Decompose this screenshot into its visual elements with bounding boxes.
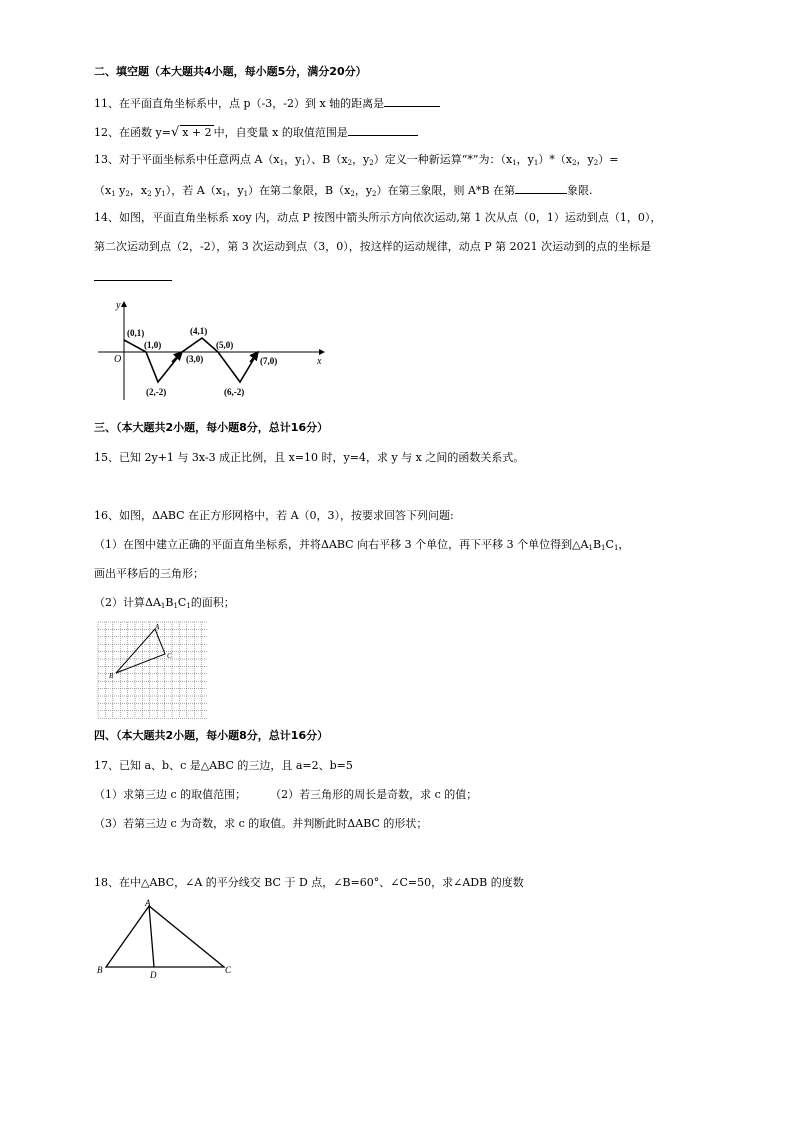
- q17-part2: （2）若三角形的周长是奇数，求 c 的值；: [270, 788, 478, 801]
- sub: 1: [601, 544, 606, 552]
- q11-answer-blank[interactable]: [384, 95, 440, 107]
- question-16-part2: [94, 596, 235, 610]
- sub: 1: [161, 190, 166, 198]
- question-13-line2: [94, 182, 593, 198]
- y-axis-label: y: [116, 300, 121, 311]
- q17-part1: （1）求第三边 c 的取值范围；: [94, 788, 247, 801]
- question-14-line2: 第二次运动到点（2，-2），第 3 次运动到点（3，0），按这样的运动规律，动点 P 第 2021 次运动到的点的坐标是: [94, 240, 652, 253]
- sub: 1: [173, 602, 178, 610]
- q12-pre: 12、在函数 y=: [94, 126, 171, 139]
- q13-text: y: [151, 184, 162, 197]
- sub: 1: [111, 190, 116, 198]
- question-17-intro: 17、已知 a、b、c 是△ABC 的三边，且 a=2、b=5: [94, 759, 353, 772]
- q13-text: ）在第二象限，B（x: [248, 184, 351, 197]
- sub: 1: [243, 190, 249, 198]
- q11-text: 11、在平面直角坐标系中，点 p（-3，-2）到 x 轴的距离是: [94, 97, 385, 110]
- section3-heading: 三、（本大题共2小题，每小题8分，总计16分）: [94, 421, 329, 434]
- q13-text: （x: [554, 153, 573, 166]
- q16-text: ，: [618, 538, 630, 551]
- q16-text: B: [592, 538, 602, 551]
- origin-label: O: [114, 354, 122, 365]
- q13-text: ）在第三象限，则 A*B 在第: [376, 184, 516, 197]
- point-label: (0,1): [127, 328, 145, 338]
- point-label: (7,0): [260, 356, 278, 366]
- q13-text: ，y: [284, 153, 302, 166]
- question-11: [94, 95, 440, 111]
- q12-radicand: x + 2: [182, 126, 212, 139]
- question-15: 15、已知 2y+1 与 3x-3 成正比例，且 x=10 时，y=4，求 y 与 x 之间的函数关系式。: [94, 451, 525, 464]
- section4-heading: 四、（本大题共2小题，每小题8分，总计16分）: [94, 729, 329, 742]
- sub: 2: [350, 190, 355, 198]
- sub: 1: [512, 159, 517, 167]
- q16-text: B: [165, 596, 174, 609]
- vertex-label-d: D: [150, 970, 157, 980]
- q13-text: ，y: [226, 184, 244, 197]
- sub: 2: [125, 190, 130, 198]
- q13-text: （x: [94, 184, 112, 197]
- sub: 2: [369, 159, 374, 167]
- sub: 2: [347, 159, 353, 167]
- question-16-intro: 16、如图，ΔABC 在正方形网格中，若 A（0，3），按要求回答下列问题:: [94, 509, 454, 522]
- question-13-line1: [94, 153, 618, 167]
- question-16-part1-line2: 画出平移后的三角形；: [94, 567, 204, 580]
- q13-text: ，y: [354, 184, 373, 197]
- vertex-label-a: A: [155, 623, 160, 631]
- q16-text: C: [177, 596, 187, 609]
- q13-text: ）=: [598, 153, 619, 166]
- vertex-label-c: C: [167, 652, 172, 660]
- sub: 2: [372, 190, 377, 198]
- q13-text: 象限.: [567, 184, 593, 197]
- point-label: (4,1): [190, 326, 208, 336]
- question-18: 18、在中△ABC，∠A 的平分线交 BC 于 D 点，∠B=60°、∠C=50，求∠ADB 的度数: [94, 876, 524, 889]
- q16-text: C: [605, 538, 614, 551]
- q13-text: ）定义一种新运算“: [373, 153, 468, 166]
- arrow-up-1: [172, 352, 182, 362]
- point-label: (2,-2): [146, 387, 167, 397]
- q16-text: 的面积；: [190, 596, 235, 609]
- square-grid: [98, 622, 208, 718]
- sub: 2: [572, 159, 577, 167]
- question-16-part1: [94, 538, 629, 552]
- sub: 2: [593, 159, 599, 167]
- q13-text: ）: [538, 153, 550, 166]
- sqrt-sign: √: [170, 125, 180, 140]
- sub: 2: [147, 190, 152, 198]
- q16-text: （2）计算ΔA: [94, 596, 161, 609]
- question-17-part3: （3）若第三边 c 为奇数，求 c 的取值。并判断此时ΔABC 的形状；: [94, 817, 428, 830]
- sub: 1: [613, 544, 619, 552]
- question-12: [94, 124, 418, 140]
- sub: 1: [301, 159, 306, 167]
- sub: 1: [186, 602, 191, 610]
- q14-answer-line: [94, 269, 172, 285]
- q16-grid-figure: [97, 621, 208, 719]
- q14-zigzag-figure: [94, 296, 332, 404]
- q16-text: （1）在图中建立正确的平面直角坐标系，并将ΔABC 向右平移 3 个单位，再下平移 3 个单位得到△A: [94, 538, 589, 551]
- sub: 1: [160, 602, 166, 610]
- q13-text: ，y: [516, 153, 534, 166]
- question-17-parts-1-2: [94, 788, 477, 802]
- vertex-label-b: B: [97, 965, 103, 975]
- vertex-label-c: C: [225, 965, 232, 975]
- q13-answer-blank[interactable]: [515, 182, 567, 194]
- vertex-label-a: A: [145, 898, 151, 908]
- operator-star: *: [467, 153, 473, 166]
- x-axis-label: x: [317, 356, 322, 367]
- q13-text: ），若 A（x: [165, 184, 222, 197]
- q12-answer-blank[interactable]: [348, 124, 418, 136]
- sub: 1: [221, 190, 227, 198]
- q13-text: ）、B（x: [305, 153, 348, 166]
- point-label: (3,0): [186, 354, 204, 364]
- q13-text: ”为：（x: [472, 153, 513, 166]
- point-label: (1,0): [144, 340, 162, 350]
- q18-triangle-figure: [94, 896, 244, 980]
- question-14-line1: 14、如图，平面直角坐标系 xoy 内，动点 P 按图中箭头所示方向依次运动,第 1 次从点（0，1）运动到点（1，0），: [94, 211, 662, 224]
- point-label: (5,0): [216, 340, 234, 350]
- q14-answer-blank[interactable]: [94, 269, 172, 281]
- operator-star: *: [549, 153, 555, 166]
- sub: 1: [533, 159, 539, 167]
- q13-text: 13、对于平面坐标系中任意两点 A（x: [94, 153, 280, 166]
- sub: 1: [279, 159, 285, 167]
- q13-text: ，y: [352, 153, 370, 166]
- angle-bisector-ad: [149, 906, 154, 967]
- q13-text: ，y: [576, 153, 594, 166]
- q13-text: y: [115, 184, 126, 197]
- sub: 1: [588, 544, 593, 552]
- section2-heading: 二、填空题（本大题共4小题，每小题5分，满分20分）: [94, 65, 367, 78]
- vertex-label-b: B: [109, 672, 114, 680]
- q12-post: 中，自变量 x 的取值范围是: [213, 126, 348, 139]
- point-label: (6,-2): [224, 387, 245, 397]
- arrow-up-2: [250, 352, 258, 362]
- triangle-abc: [106, 906, 224, 967]
- q13-text: ，x: [129, 184, 148, 197]
